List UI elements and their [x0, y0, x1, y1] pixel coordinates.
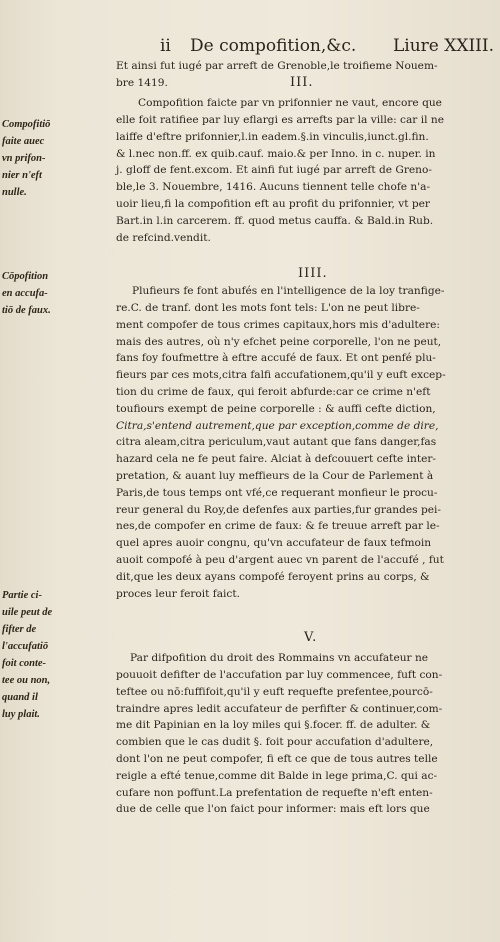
margin-note-line: luy plait. — [2, 709, 40, 720]
book-number: Liure XXIII. — [392, 36, 494, 56]
text-line: Plufieurs fe font abufés en l'intelligence de la loy tranfige- — [132, 285, 445, 297]
section-4-paragraph-start — [132, 283, 498, 300]
section-5-paragraph-start — [130, 650, 498, 667]
margin-note-line: foit conte- — [2, 658, 47, 669]
text-line: uoir lieu,fi la compofition eft au profit du prifonnier, vt per — [116, 197, 430, 210]
text-line: toufiours exempt de peine corporelle : & auffi cefte diction, — [116, 402, 436, 415]
section-heading-4: IIII. — [298, 266, 328, 281]
margin-note-line: Partie ci- — [2, 590, 42, 601]
text-line: fieurs par ces mots,citra falfi accufationem,qu'il y euft excep- — [116, 369, 446, 382]
margin-note-3 — [2, 587, 110, 723]
text-line: fans foy foufmettre à eftre accufé de faux. Et ont penfé plu- — [116, 352, 436, 365]
text-line: Et ainsi fut iugé par arreft de Grenoble,le troifieme Nouem- — [116, 60, 438, 72]
section-3-paragraph-start — [138, 95, 498, 112]
text-line: citra aleam,citra periculum,vaut autant que fans danger,fas — [116, 436, 437, 449]
text-line: Par difpofition du droit des Rommains vn accufateur ne — [130, 652, 429, 664]
running-title: De compofition,&c. — [190, 36, 357, 56]
text-line: pretation, & auant luy meffieurs de la Cour de Parlement à — [116, 469, 434, 482]
running-header — [160, 36, 494, 58]
text-line: Citra,s'entend autrement,que par exception,comme de dire, — [116, 419, 439, 432]
text-line: quel apres auoir congnu, qu'vn accufateur de faux tefmoin — [116, 537, 432, 550]
text-line: dit,que les deux ayans compofé feroyent prins au corps, & — [116, 570, 430, 583]
margin-note-line: Cōpofition — [2, 271, 49, 282]
folio-number: ii — [160, 36, 171, 56]
margin-note-line: tee ou non, — [2, 675, 51, 686]
text-line: elle foit ratifiee par luy eflargi es arrefts par la ville: car il ne — [116, 114, 444, 126]
margin-note-line: quand il — [2, 692, 38, 703]
text-line: bre 1419. — [116, 77, 168, 89]
section-3-intro — [116, 58, 498, 75]
text-line: me dit Papinian en la loy miles qui §.focer. ff. de adulter. & — [116, 719, 431, 732]
margin-note-line: Compofitiō — [2, 119, 51, 130]
margin-note-line: nier n'eft — [2, 170, 42, 181]
text-line: due de celle que l'on faict pour informer: mais eft lors que — [116, 803, 430, 816]
margin-note-line: vn prifon- — [2, 153, 46, 164]
text-line: cufare non poffunt.La prefentation de requefte n'eft enten- — [116, 786, 433, 799]
margin-note-1 — [2, 116, 110, 201]
text-line: auoit compofé à peu d'argent auec vn parent de l'accufé , fut — [116, 553, 444, 566]
margin-note-line: tiō de faux. — [2, 305, 51, 316]
text-line: reigle a efté tenue,comme dit Balde in lege prima,C. qui ac- — [116, 769, 438, 782]
text-line: tion du crime de faux, qui feroit abfurde:car ce crime n'eft — [116, 385, 431, 398]
text-line: proces leur feroit faict. — [116, 587, 240, 600]
text-line: ble,le 3. Nouembre, 1416. Aucuns tiennent telle chofe n'a- — [116, 181, 431, 194]
text-line: hazard cela ne fe peut faire. Alciat à defcouuert cefte inter- — [116, 453, 437, 466]
text-line: nes,de compofer en crime de faux: & fe treuue arreft par le- — [116, 520, 440, 533]
text-line: reur general du Roy,de defenfes aux parties,fur grandes pei- — [116, 503, 442, 516]
margin-note-line: faite auec — [2, 136, 45, 147]
text-line: combien que le cas dudit §. foit pour accufation d'adultere, — [116, 736, 434, 749]
text-line: dont l'on ne peut compofer, fi eft ce que de tous autres telle — [116, 752, 438, 765]
text-line: j. gloff de fent.excom. Et ainfi fut iugé par arreft de Greno- — [116, 164, 432, 177]
text-line: mais des autres, où n'y efchet peine corporelle, l'on ne peut, — [116, 335, 442, 348]
margin-note-line: fifter de — [2, 624, 37, 635]
text-line: de refcind.vendit. — [116, 231, 211, 244]
margin-note-2 — [2, 268, 110, 319]
section-heading-3: III. — [290, 75, 314, 90]
text-line: teftee ou nō:fuffifoit,qu'il y euft requefte prefentee,pourcō- — [116, 685, 433, 698]
text-line: re.C. de tranf. dont les mots font tels: L'on ne peut libre- — [116, 302, 420, 314]
text-line: ment compofer de tous crimes capitaux,hors mis d'adultere: — [116, 318, 440, 331]
text-line: & l.nec non.ff. ex quib.cauf. maio.& per Inno. in c. nuper. in — [116, 147, 436, 160]
section-5-body — [116, 667, 498, 818]
section-4-body — [116, 300, 498, 602]
text-line: Compofition faicte par vn prifonnier ne vaut, encore que — [138, 97, 442, 109]
section-3-body — [116, 112, 498, 246]
text-line: traindre apres ledit accufateur de perfifter & continuer,com- — [116, 702, 443, 715]
margin-note-line: uile peut de — [2, 607, 53, 618]
section-heading-5: V. — [304, 630, 318, 645]
margin-note-line: l'accufatiō — [2, 641, 49, 652]
text-line: Paris,de tous temps ont vfé,ce requerant monfieur le procu- — [116, 486, 438, 499]
text-line: Bart.in l.in carcerem. ff. quod metus cauffa. & Bald.in Rub. — [116, 214, 434, 227]
text-line: laiffe d'eftre prifonnier,l.in eadem.§.in vinculis,iunct.gl.fin. — [116, 130, 429, 143]
margin-note-line: en accufa- — [2, 288, 48, 299]
text-line: pouuoit defifter de l'accufation par luy commencee, fuft con- — [116, 669, 443, 681]
margin-note-line: nulle. — [2, 187, 27, 198]
